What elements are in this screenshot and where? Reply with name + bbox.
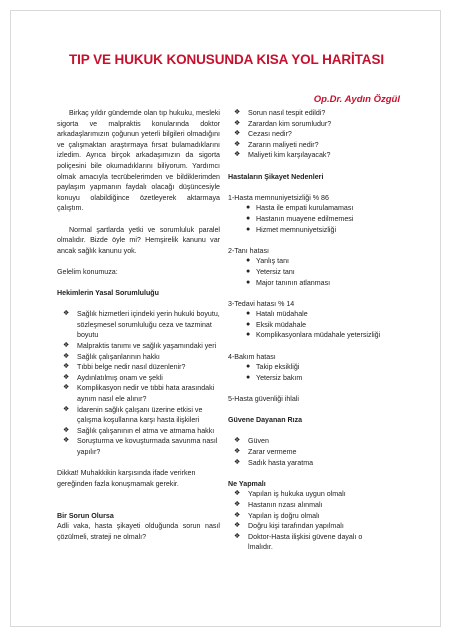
diamond-cluster-icon: ❖	[63, 405, 70, 413]
list-item: ❖ Yapılan iş doğru olmalı	[234, 511, 320, 520]
filled-circle-icon: ●	[246, 310, 251, 318]
diamond-cluster-icon: ❖	[63, 437, 70, 445]
diamond-cluster-icon: ❖	[63, 310, 70, 318]
list-item: ● Takip eksikliği	[246, 363, 300, 372]
left-column	[57, 108, 220, 542]
list-item: ● Hastanın muayene edilmemesi	[246, 214, 354, 223]
list-item: ● Eksik müdahale	[246, 320, 307, 329]
list-item: ❖ Doğru kişi tarafından yapılmalı	[234, 522, 344, 531]
list-item: ❖ İdarenin sağlık çalışanı üzerine etkisi ve çalışma koşullarına karşı hasta ilişkileri	[63, 405, 203, 425]
filled-circle-icon: ●	[246, 331, 251, 339]
topic-paragraph: Gelelim konumuza:	[57, 267, 118, 276]
filled-circle-icon: ●	[246, 225, 251, 233]
list-item: ❖ Sağlık hizmetleri içindeki yerin hukuki boyutu, sözleşmesel sorumluluğu ceza ve tazminat boyutu	[63, 310, 220, 340]
warning-paragraph: Dikkat! Muhakkikin karşısında ifade verirken gereğinden fazla konuşmamak gerekir.	[57, 469, 196, 488]
complaint-4-list	[228, 362, 388, 383]
list-item: ❖ Yapılan iş hukuka uygun olmalı	[234, 490, 346, 499]
section-heading-trust-consent: Güvene Dayanan Rıza	[228, 416, 303, 425]
diamond-cluster-icon: ❖	[63, 342, 70, 350]
filled-circle-icon: ●	[246, 214, 251, 222]
list-item: ❖ Sağlık çalışanlarının hakkı	[63, 352, 160, 361]
diamond-cluster-icon: ❖	[234, 511, 241, 519]
filled-circle-icon: ●	[246, 267, 251, 275]
diamond-cluster-icon: ❖	[63, 426, 70, 434]
diamond-cluster-icon: ❖	[63, 384, 70, 392]
page-title: TIP VE HUKUK KONUSUNDA KISA YOL HARİTASI	[68, 52, 385, 67]
intro-paragraph: Birkaç yıldır gündemde olan tıp hukuku, mesleki sigorta ve malpraktis konularında doktor arkadaşlarımızın çoğunun yeterli bilgileri olmadığını ve çalışmaktan araştırmaya fırsat bulamadıklarını izledim. Ayrıca birçok arkadaşımızın da sigorta poliçesini bile okumadıklarını biliyorum. Yardımcı olmak amacıyla tecrübelerimden ve bildiklerimden paylaşım yapmanın faydalı olacağı düşüncesiyle konuyu olabildiğince özetleyerek aktarmaya çalıştım.	[57, 109, 220, 213]
list-item: ❖ Zarar vermeme	[234, 448, 297, 456]
diamond-cluster-icon: ❖	[234, 119, 241, 127]
list-item: ❖ Sağlık çalışanının el atma ve atmama hakkı	[63, 426, 215, 435]
list-item: ● Yetersiz tanı	[246, 267, 295, 276]
list-item: ● Hizmet memnuniyetsizliği	[246, 225, 337, 234]
trust-list	[228, 436, 388, 468]
diamond-cluster-icon: ❖	[234, 532, 241, 540]
filled-circle-icon: ●	[246, 204, 251, 212]
complaint-category-5: 5-Hasta güvenliği ihlali	[228, 395, 299, 404]
diamond-cluster-icon: ❖	[234, 500, 241, 508]
complaint-category-3: 3-Tedavi hatası % 14	[228, 299, 295, 308]
diamond-cluster-icon: ❖	[63, 363, 70, 371]
filled-circle-icon: ●	[246, 278, 251, 286]
list-item: ● Yetersiz bakım	[246, 373, 303, 382]
filled-circle-icon: ●	[246, 373, 251, 381]
diamond-cluster-icon: ❖	[234, 458, 241, 466]
list-item: ❖ Güven	[234, 437, 269, 446]
list-item: ❖ Maliyeti kim karşılayacak?	[234, 151, 331, 160]
complaint-category-2: 2-Tanı hatası	[228, 246, 270, 255]
list-item: ❖ Aydınlatılmış onam ve şekli	[63, 373, 163, 382]
list-item: ❖ Cezası nedir?	[234, 130, 292, 139]
list-item: ❖ Sorun nasıl tespit edildi?	[234, 109, 326, 117]
list-item: ❖ Komplikasyon nedir ve tıbbi hata arasındaki aynım nasıl ele alınır?	[63, 384, 215, 404]
diamond-cluster-icon: ❖	[234, 448, 241, 455]
filled-circle-icon: ●	[246, 320, 251, 328]
authority-paragraph: Normal şartlarda yetki ve sorumluluk paralel olmalıdır. Bizde öyle mi? Hemşirelik kanunu var ancak sağlık kanunu yok.	[57, 225, 220, 255]
diamond-cluster-icon: ❖	[63, 352, 70, 360]
author-name: Op.Dr. Aydın Özgül	[313, 94, 400, 105]
complaint-category-4: 4-Bakım hatası	[228, 352, 276, 361]
diamond-cluster-icon: ❖	[234, 490, 241, 498]
right-column	[228, 108, 388, 553]
list-item: ❖ Zarardan kim sorumludur?	[234, 119, 332, 128]
diamond-cluster-icon: ❖	[234, 151, 241, 159]
list-item: ❖ Malpraktis tanımı ve sağlık yaşamındaki yeri	[63, 342, 217, 351]
filled-circle-icon: ●	[246, 363, 251, 371]
list-item: ❖ Sadık hasta yaratma	[234, 458, 314, 467]
legal-responsibility-list	[57, 309, 220, 457]
list-item: ● Hatalı müdahale	[246, 310, 308, 319]
complaint-3-list	[228, 309, 388, 341]
section-heading-complaint-reasons: Hastaların Şikayet Nedenleri	[228, 172, 324, 181]
list-item: ❖ Hastanın rızası alınmalı	[234, 500, 323, 509]
diamond-cluster-icon: ❖	[63, 373, 70, 381]
diamond-cluster-icon: ❖	[234, 130, 241, 138]
what-to-do-list	[228, 489, 388, 553]
complaint-category-1: 1-Hasta memnuniyetsizliği % 86	[228, 193, 329, 202]
complaint-1-list	[228, 203, 388, 235]
diamond-cluster-icon: ❖	[234, 522, 241, 530]
list-item: ❖ Tıbbi belge nedir nasıl düzenlenir?	[63, 363, 186, 372]
list-item: ❖ Doktor-Hasta ilişkisi güvene dayalı o lmalıdır.	[234, 532, 363, 552]
complaint-2-list	[228, 256, 388, 288]
list-item: ❖ Soruşturma ve kovuşturmada savunma nasıl yapılır?	[63, 437, 218, 456]
list-item: ● Hasta ile empati kurulamaması	[246, 204, 354, 213]
problem-paragraph: Adli vaka, hasta şikayeti olduğunda sorun nasıl çözülmeli, strateji ne olmalı?	[57, 522, 220, 541]
section-heading-if-problem: Bir Sorun Olursa	[57, 511, 114, 520]
problem-questions-list	[228, 108, 388, 161]
section-heading-what-to-do: Ne Yapmalı	[228, 479, 266, 488]
diamond-cluster-icon: ❖	[234, 109, 241, 116]
list-item: ❖ Zararın maliyeti nedir?	[234, 140, 319, 149]
diamond-cluster-icon: ❖	[234, 140, 241, 148]
list-item: ● Major tanının atlanması	[246, 278, 331, 287]
list-item: ● Yanlış tanı	[246, 257, 289, 266]
filled-circle-icon: ●	[246, 257, 251, 265]
diamond-cluster-icon: ❖	[234, 437, 241, 445]
list-item: ● Komplikasyonlara müdahale yetersizliği	[246, 331, 381, 340]
section-heading-legal-responsibility: Hekimlerin Yasal Sorumluluğu	[57, 289, 159, 298]
